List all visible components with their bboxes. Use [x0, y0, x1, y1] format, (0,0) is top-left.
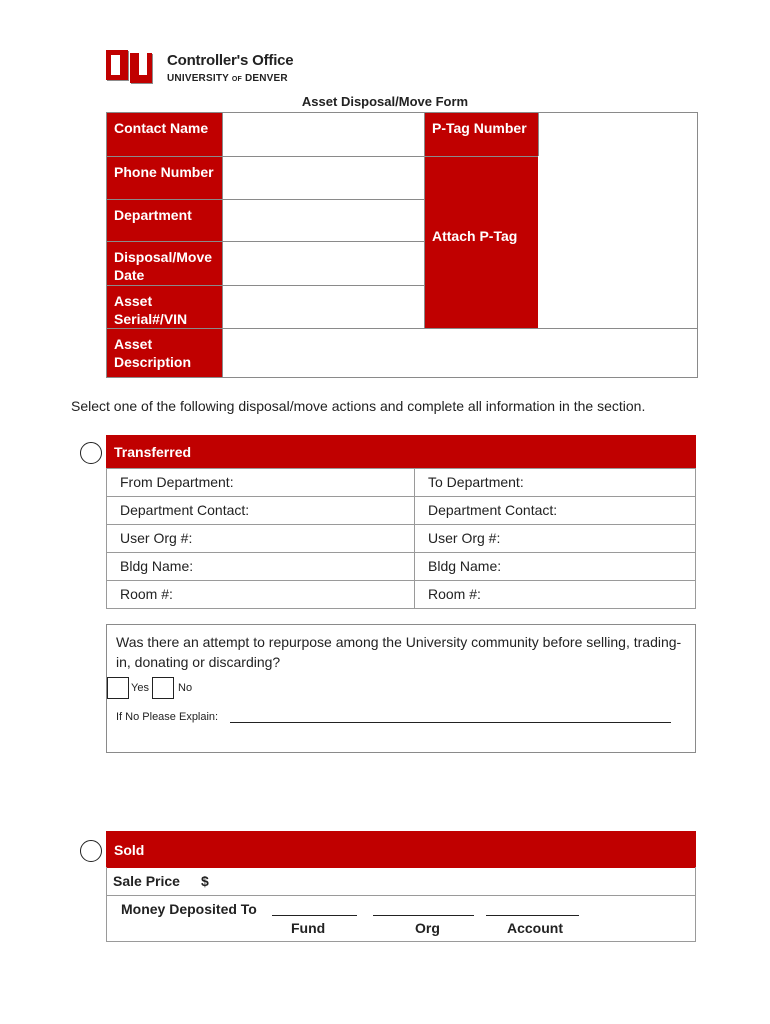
currency-symbol: $	[201, 873, 209, 889]
org-sub-denver: DENVER	[244, 73, 288, 84]
to-bldg-field[interactable]: Bldg Name:	[414, 552, 696, 581]
contact-name-input[interactable]	[223, 113, 424, 156]
contact-name-label: Contact Name	[106, 112, 223, 157]
from-room-field[interactable]: Room #:	[106, 580, 415, 609]
no-checkbox[interactable]	[152, 677, 174, 699]
account-label: Account	[507, 920, 563, 936]
contact-name-field[interactable]	[222, 112, 425, 157]
transferred-radio[interactable]	[80, 442, 102, 464]
phone-number-input[interactable]	[223, 157, 424, 199]
asset-description-label: Asset Description	[106, 328, 223, 378]
sale-price-row	[106, 867, 696, 896]
money-deposited-label: Money Deposited To	[121, 901, 257, 917]
yes-checkbox[interactable]	[107, 677, 129, 699]
sale-price-label: Sale Price	[113, 873, 180, 889]
org-label: Org	[415, 920, 440, 936]
asset-serial-input[interactable]	[223, 286, 424, 328]
yes-label: Yes	[131, 682, 149, 694]
sold-header: Sold	[106, 831, 696, 868]
department-label: Department	[106, 199, 223, 242]
no-label: No	[178, 682, 193, 694]
department-input[interactable]	[223, 200, 424, 241]
to-dept-contact-field[interactable]: Department Contact:	[414, 496, 696, 525]
phone-number-field[interactable]	[222, 156, 425, 200]
asset-description-field[interactable]	[222, 328, 698, 378]
to-user-org-field[interactable]: User Org #:	[414, 524, 696, 553]
fund-line[interactable]	[272, 915, 357, 916]
from-bldg-field[interactable]: Bldg Name:	[106, 552, 415, 581]
disposal-date-input[interactable]	[223, 242, 424, 285]
org-sub-university: UNIVERSITY	[167, 73, 229, 84]
asset-serial-label: Asset Serial#/VIN	[106, 285, 223, 329]
sold-radio[interactable]	[80, 840, 102, 862]
university-logo	[106, 50, 154, 86]
from-department-field[interactable]: From Department:	[106, 468, 415, 497]
repurpose-question: Was there an attempt to repurpose among the University community before selling, trading-in, donating or discarding?	[116, 634, 682, 670]
transferred-header: Transferred	[106, 435, 696, 469]
from-dept-contact-field[interactable]: Department Contact:	[106, 496, 415, 525]
from-user-org-field[interactable]: User Org #:	[106, 524, 415, 553]
phone-number-label: Phone Number	[106, 156, 223, 200]
ptag-number-input[interactable]	[539, 113, 697, 156]
org-subtitle	[167, 73, 288, 84]
form-title: Asset Disposal/Move Form	[301, 94, 469, 109]
ptag-number-label: P-Tag Number	[424, 112, 539, 157]
to-department-field[interactable]: To Department:	[414, 468, 696, 497]
fund-label: Fund	[291, 920, 326, 936]
department-field[interactable]	[222, 199, 425, 242]
org-title: Controller's Office	[167, 52, 294, 69]
org-line[interactable]	[373, 915, 474, 916]
explain-line[interactable]	[230, 722, 671, 723]
to-room-field[interactable]: Room #:	[414, 580, 696, 609]
attach-ptag-area: Attach P-Tag	[424, 156, 539, 329]
asset-serial-field[interactable]	[222, 285, 425, 329]
explain-label: If No Please Explain:	[116, 711, 219, 723]
asset-description-input[interactable]	[223, 329, 697, 377]
account-line[interactable]	[486, 915, 579, 916]
disposal-date-label: Disposal/Move Date	[106, 241, 223, 286]
ptag-side-space	[538, 156, 698, 329]
ptag-number-field[interactable]	[538, 112, 698, 157]
org-sub-of: OF	[231, 76, 242, 83]
instructions-text: Select one of the following disposal/move actions and complete all information in the section.	[71, 398, 646, 414]
disposal-date-field[interactable]	[222, 241, 425, 286]
